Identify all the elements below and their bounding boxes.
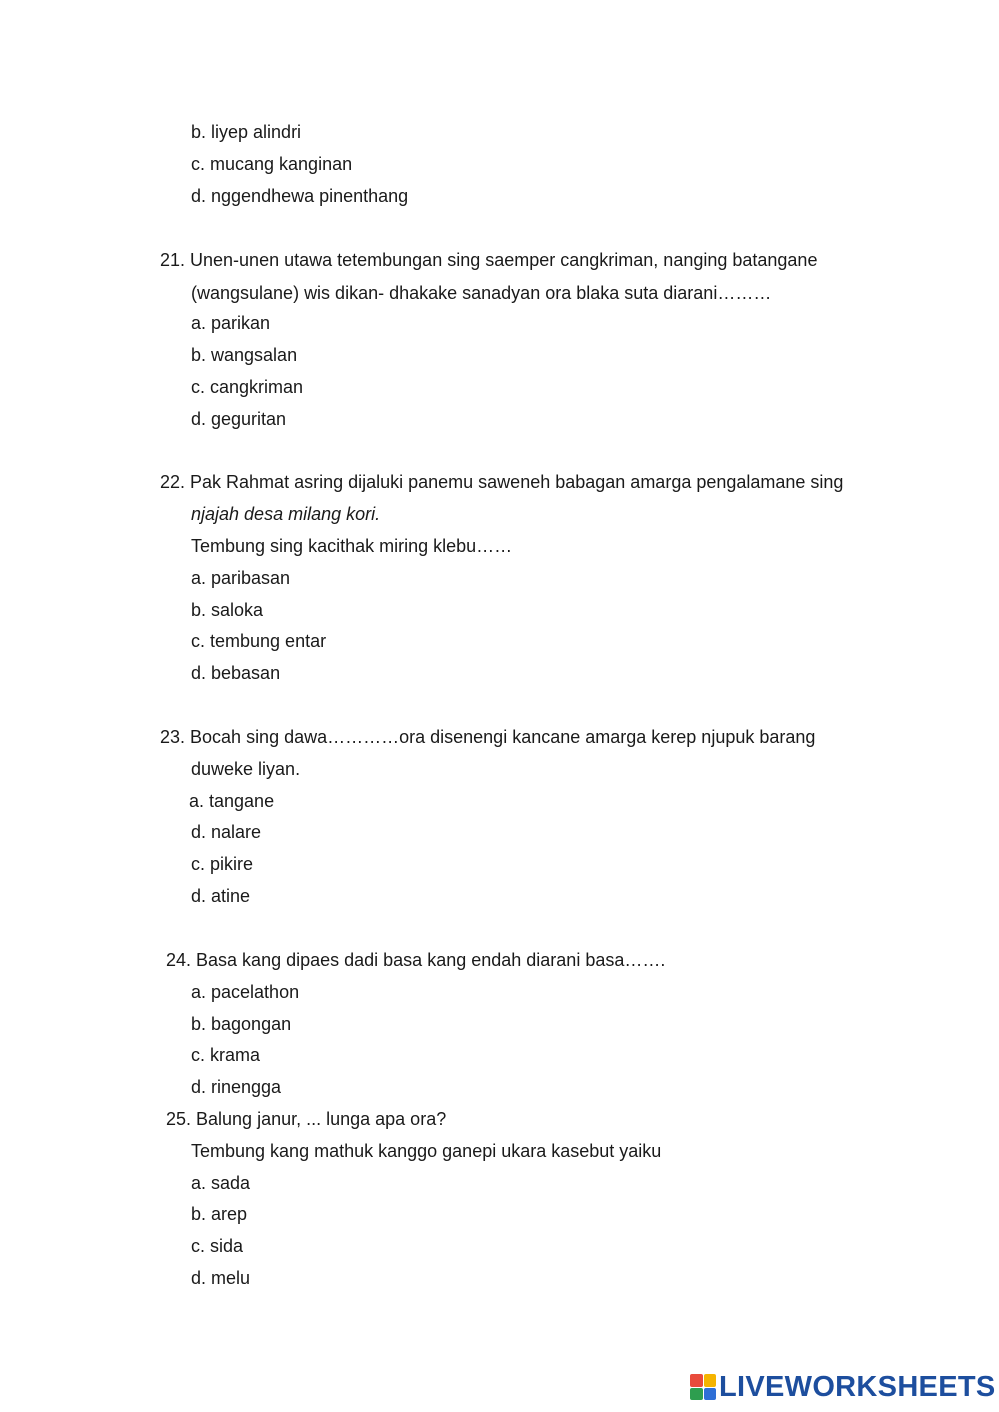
liveworksheets-logo-text: LIVEWORKSHEETS — [719, 1370, 996, 1403]
q21-question: 21. Unen-unen utawa tetembungan sing saemper cangkriman, nanging batangane — [160, 250, 818, 270]
q22-option-c: c. tembung entar — [191, 631, 327, 651]
logo-square-blue — [704, 1388, 717, 1401]
q22-italic-phrase: njajah desa milang kori. — [191, 504, 381, 524]
q21-option-d: d. geguritan — [191, 409, 287, 429]
q23-question: 23. Bocah sing dawa…………ora disenengi kancane amarga kerep njupuk barang — [160, 727, 816, 747]
logo-square-red — [690, 1374, 703, 1387]
q20-option-b: b. liyep alindri — [191, 122, 302, 142]
q22-option-a: a. paribasan — [191, 568, 291, 588]
q22-option-b: b. saloka — [191, 600, 264, 620]
q25-prompt: Tembung kang mathuk kanggo ganepi ukara kasebut yaiku — [191, 1141, 662, 1161]
q20-option-d: d. nggendhewa pinenthang — [191, 186, 409, 206]
q24-option-a: a. pacelathon — [191, 982, 300, 1002]
q23-question-cont: duweke liyan. — [191, 759, 301, 779]
logo-square-green — [690, 1388, 703, 1401]
q20-option-c: c. mucang kanginan — [191, 154, 353, 174]
q24-option-d: d. rinengga — [191, 1077, 282, 1097]
liveworksheets-logo-icon — [690, 1374, 716, 1400]
q22-prompt: Tembung sing kacithak miring klebu…… — [191, 536, 513, 556]
q25-option-b: b. arep — [191, 1204, 248, 1224]
q25-question: 25. Balung janur, ... lunga apa ora? — [166, 1109, 447, 1129]
q21-option-a: a. parikan — [191, 313, 271, 333]
q21-option-b: b. wangsalan — [191, 345, 298, 365]
q22-question: 22. Pak Rahmat asring dijaluki panemu saweneh babagan amarga pengalamane sing — [160, 472, 844, 492]
q24-option-c: c. krama — [191, 1045, 261, 1065]
q23-option-c: c. pikire — [191, 854, 254, 874]
q25-option-a: a. sada — [191, 1173, 251, 1193]
q21-option-c: c. cangkriman — [191, 377, 304, 397]
q24-question: 24. Basa kang dipaes dadi basa kang endah diarani basa……. — [166, 950, 666, 970]
q23-option-a: a. tangane — [189, 791, 275, 811]
q23-option-b: d. nalare — [191, 822, 262, 842]
q23-option-d: d. atine — [191, 886, 251, 906]
q25-option-d: d. melu — [191, 1268, 251, 1288]
q22-option-d: d. bebasan — [191, 663, 281, 683]
q24-option-b: b. bagongan — [191, 1014, 292, 1034]
q21-question-cont: (wangsulane) wis dikan- dhakake sanadyan ora blaka suta diarani……… — [191, 283, 772, 303]
logo-square-yellow — [704, 1374, 717, 1387]
q25-option-c: c. sida — [191, 1236, 244, 1256]
liveworksheets-logo — [690, 1372, 996, 1402]
